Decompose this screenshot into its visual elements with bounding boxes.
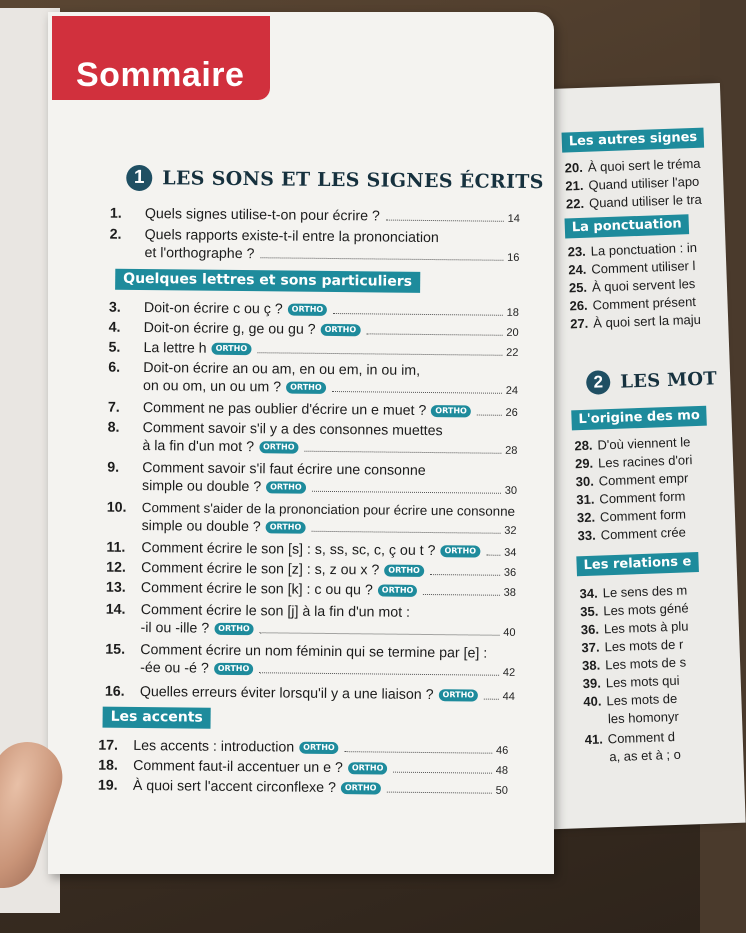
toc-entry-1[interactable]	[110, 205, 520, 227]
entry-title: Les mots de s	[604, 654, 687, 673]
entry-title: Les mots à plu	[603, 618, 689, 637]
section-autres-signes: Les autres signes	[562, 128, 705, 153]
toc-entry-32[interactable]	[577, 506, 687, 525]
toc-entry-15[interactable]	[105, 641, 515, 681]
entry-line	[142, 437, 517, 459]
toc-entry-8[interactable]	[107, 419, 517, 459]
page-number: 50	[495, 784, 508, 797]
section-ponctuation: La ponctuation	[565, 214, 690, 238]
dot-leader	[259, 672, 499, 676]
entry-line	[145, 205, 520, 227]
entry-title-text: Comment écrire le son [k] : c ou qu ?	[140, 580, 373, 599]
entry-title: a, as et à ; o	[609, 746, 682, 765]
dot-leader	[345, 751, 492, 754]
entry-number: 29.	[574, 455, 594, 472]
dot-leader	[305, 451, 502, 454]
toc-entry-40-cont	[608, 709, 679, 726]
entry-title: La ponctuation : in	[590, 239, 698, 259]
toc-entry-39[interactable]	[582, 673, 679, 691]
toc-entry-40[interactable]	[583, 691, 677, 709]
entry-title-text: La lettre h	[143, 340, 207, 357]
entry-number: 21.	[565, 177, 584, 194]
toc-entry-5[interactable]	[108, 339, 518, 361]
page-number: 14	[507, 212, 520, 225]
entry-number: 9.	[107, 459, 120, 476]
entry-title-text: on ou om, un ou um ?	[143, 378, 282, 396]
page-number: 38	[503, 586, 517, 599]
page-number: 16	[507, 251, 520, 264]
chapter-number-badge: 1	[126, 165, 152, 191]
entry-number: 10.	[106, 499, 127, 516]
entry-title: Comment d	[607, 728, 676, 747]
toc-entry-27[interactable]	[570, 312, 701, 332]
entry-title-text: Doit-on écrire g, ge ou gu ?	[143, 320, 316, 338]
toc-entry-37[interactable]	[581, 637, 683, 656]
entry-line	[144, 319, 519, 341]
page-number: 46	[495, 744, 509, 757]
dot-leader	[386, 792, 491, 794]
entry-title-cont	[142, 477, 306, 497]
toc-entry-12[interactable]	[106, 559, 516, 581]
entry-title: Comment crée	[600, 524, 687, 543]
toc-entry-41-cont	[609, 747, 681, 764]
entry-line	[143, 377, 518, 399]
entry-number: 7.	[107, 399, 120, 416]
entry-title: Comment empr	[598, 470, 689, 489]
section-relations: Les relations e	[576, 552, 698, 576]
dot-leader	[332, 391, 502, 394]
page-number: 32	[504, 524, 517, 537]
toc-entry-33[interactable]	[577, 524, 686, 543]
entry-title-text: à la fin d'un mot ?	[142, 438, 255, 456]
entry-title	[133, 757, 388, 778]
toc-entry-18[interactable]	[98, 757, 508, 779]
page-number: 34	[504, 546, 517, 559]
entry-number: 33.	[577, 527, 596, 544]
entry-title: Comment s'aider de la prononciation pour écrire une consonne	[141, 500, 516, 519]
page-number: 26	[505, 406, 518, 419]
toc-entry-17[interactable]	[98, 737, 508, 759]
page-number: 28	[505, 444, 518, 457]
toc-entry-23[interactable]	[567, 240, 697, 260]
toc-content	[39, 12, 554, 879]
entry-title: Le sens des m	[602, 582, 688, 601]
dot-leader	[477, 415, 502, 416]
entry-number: 13.	[105, 579, 126, 596]
entry-title-text: Comment ne pas oublier d'écrire un e muet ?	[142, 400, 427, 419]
toc-entry-41[interactable]	[584, 729, 675, 747]
toc-entry-14[interactable]	[105, 601, 515, 641]
entry-number: 32.	[576, 509, 596, 526]
entry-title	[144, 319, 361, 339]
toc-entry-30[interactable]	[575, 470, 688, 489]
entry-title: Comment form	[599, 488, 686, 507]
entry-number: 39.	[582, 675, 602, 692]
page-number: 48	[495, 764, 509, 777]
entry-number: 4.	[108, 319, 121, 336]
toc-entry-4[interactable]	[109, 319, 519, 341]
chapter-title: LES MOT	[619, 367, 718, 393]
entry-title-text: À quoi sert l'accent circonflexe ?	[132, 777, 336, 797]
entry-title-text: -ée ou -é ?	[140, 660, 209, 677]
dot-leader	[260, 632, 500, 636]
entry-number: 16.	[104, 683, 125, 700]
entry-title: Doit-on écrire an ou am, en ou em, in ou im,	[143, 360, 421, 379]
entry-title-cont	[140, 659, 253, 678]
dot-leader	[386, 220, 504, 222]
entry-title-text: simple ou double ?	[141, 478, 262, 496]
dot-leader	[430, 574, 500, 576]
page-number: 30	[504, 484, 518, 497]
section-origine: L'origine des mo	[571, 406, 707, 431]
entry-title: Les mots qui	[605, 672, 680, 691]
entry-title: Comment savoir s'il y a des consonnes muettes	[142, 420, 443, 440]
entry-number: 36.	[580, 621, 600, 638]
entry-title-cont	[143, 377, 326, 397]
page-number: 18	[506, 306, 519, 319]
toc-entry-7[interactable]	[108, 399, 518, 421]
toc-entry-11[interactable]	[106, 539, 516, 561]
main-page	[48, 12, 554, 874]
ortho-badge: ORTHO	[439, 689, 479, 701]
dot-leader	[312, 491, 501, 494]
page-number: 36	[503, 566, 517, 579]
entry-title	[140, 683, 478, 705]
entry-number: 30.	[575, 473, 595, 490]
ortho-badge: ORTHO	[214, 623, 254, 635]
entry-title: Comment écrire le son [j] à la fin d'un mot :	[140, 602, 411, 621]
entry-title	[141, 539, 480, 561]
entry-title-text: Quelles erreurs éviter lorsqu'il y a une liaison ?	[139, 683, 434, 704]
ortho-badge: ORTHO	[348, 762, 388, 774]
entry-number: 11.	[106, 539, 126, 556]
page-title: Sommaire	[76, 56, 245, 94]
entry-title: À quoi servent les	[591, 276, 696, 295]
entry-number: 25.	[568, 279, 588, 296]
entry-title: Comment écrire un nom féminin qui se termine par [e] :	[140, 642, 488, 662]
toc-entry-9[interactable]	[107, 459, 517, 499]
entry-title: Quand utiliser le tra	[588, 191, 702, 211]
entry-title-text: Comment écrire le son [z] : s, z ou x ?	[141, 560, 380, 579]
entry-title	[133, 737, 339, 757]
toc-entry-36[interactable]	[581, 618, 689, 637]
entry-title-text: Comment faut-il accentuer un e ?	[133, 757, 343, 777]
entry-line	[144, 299, 519, 321]
toc-entry-6[interactable]	[108, 359, 518, 399]
entry-title-text: -il ou -ille ?	[140, 620, 210, 637]
entry-line	[133, 757, 508, 779]
page-number: 40	[503, 626, 516, 639]
page-number: 22	[506, 346, 519, 359]
entry-line	[142, 477, 517, 499]
ortho-badge: ORTHO	[321, 324, 361, 336]
dot-leader	[257, 352, 502, 356]
entry-title-text: Comment écrire le son [s] : s, ss, sc, c, ç ou t ?	[141, 540, 436, 560]
entry-title-cont	[142, 437, 298, 457]
dot-leader	[486, 555, 500, 556]
entry-number: 41.	[584, 731, 604, 748]
page-number: 44	[502, 690, 515, 703]
entry-number: 37.	[581, 639, 600, 656]
entry-line	[140, 659, 515, 681]
ortho-badge: ORTHO	[378, 584, 418, 596]
entry-number: 35.	[579, 603, 599, 620]
dot-leader	[311, 531, 500, 534]
page-number: 24	[505, 384, 519, 397]
page-number: 20	[506, 326, 519, 339]
dot-leader	[484, 699, 498, 700]
entry-line	[133, 737, 508, 759]
dot-leader	[393, 772, 491, 774]
entry-number: 2.	[109, 226, 122, 243]
dot-leader	[366, 333, 502, 335]
entry-title-text: Doit-on écrire c ou ç ?	[143, 300, 283, 318]
entry-number: 31.	[576, 491, 595, 508]
entry-line	[142, 517, 517, 539]
toc-entry-29[interactable]	[575, 452, 693, 471]
ortho-badge: ORTHO	[286, 382, 326, 394]
toc-entry-35[interactable]	[580, 600, 689, 619]
entry-title	[143, 399, 471, 420]
entry-title	[141, 559, 424, 580]
entry-number: 5.	[108, 339, 121, 356]
chapter-title: LES SONS ET LES SIGNES ÉCRITS	[162, 167, 544, 194]
entry-number: 26.	[569, 297, 588, 314]
entry-title-text: Les accents : introduction	[133, 737, 295, 756]
toc-entry-25[interactable]	[569, 276, 696, 295]
entry-title-cont: et l'orthographe ?	[144, 245, 255, 263]
ortho-badge: ORTHO	[259, 441, 299, 453]
ortho-badge: ORTHO	[266, 521, 306, 533]
entry-line	[141, 539, 516, 561]
section-accents: Les accents	[103, 707, 211, 729]
entry-title: À quoi sert la maju	[592, 311, 702, 331]
entry-title: Les mots de	[606, 690, 678, 709]
entry-line	[140, 683, 515, 705]
ortho-badge: ORTHO	[212, 343, 252, 355]
chapter-number-badge: 2	[586, 370, 611, 395]
entry-title: les homonyr	[607, 708, 680, 727]
entry-number: 28.	[574, 437, 593, 454]
entry-title	[133, 777, 381, 798]
entry-title: Les mots de r	[604, 636, 684, 655]
entry-title	[143, 339, 251, 358]
ortho-badge: ORTHO	[384, 565, 424, 577]
entry-title-cont	[140, 619, 253, 638]
entry-line	[143, 399, 518, 421]
entry-number: 20.	[564, 159, 584, 176]
toc-entry-13[interactable]	[106, 579, 516, 601]
ortho-badge: ORTHO	[341, 782, 381, 794]
entry-number: 14.	[105, 601, 126, 618]
entry-title: Comment form	[599, 506, 687, 525]
entry-line	[144, 244, 519, 266]
entry-number: 8.	[107, 419, 120, 436]
dot-leader	[423, 594, 499, 596]
section-lettres-sons: Quelques lettres et sons particuliers	[115, 269, 420, 293]
entry-title: Quels rapports existe-t-il entre la prononciation	[144, 227, 439, 247]
toc-entry-20[interactable]	[564, 156, 700, 176]
entry-number: 17.	[98, 737, 119, 754]
ortho-badge: ORTHO	[214, 663, 254, 675]
dot-leader	[260, 257, 503, 261]
toc-entry-26[interactable]	[569, 294, 696, 313]
ortho-badge: ORTHO	[440, 545, 480, 557]
entry-number: 23.	[567, 243, 587, 260]
toc-entry-19[interactable]	[98, 777, 508, 799]
entry-line	[133, 777, 508, 799]
entry-number: 24.	[568, 261, 587, 278]
ortho-badge: ORTHO	[299, 742, 339, 754]
ortho-badge: ORTHO	[431, 405, 471, 417]
chapter-2-heading	[586, 366, 718, 395]
entry-title: Quels signes utilise-t-on pour écrire ?	[144, 206, 380, 225]
toc-entry-10[interactable]	[107, 499, 517, 539]
chapter-1-heading	[126, 165, 544, 195]
entry-number: 19.	[97, 777, 118, 794]
entry-line	[141, 559, 516, 581]
toc-entry-31[interactable]	[576, 488, 686, 507]
toc-entry-3[interactable]	[109, 299, 519, 321]
dot-leader	[333, 313, 502, 316]
entry-title: D'où viennent le	[597, 434, 691, 453]
ortho-badge: ORTHO	[266, 481, 306, 493]
toc-entry-22[interactable]	[566, 192, 702, 212]
entry-title: Les mots géné	[603, 600, 689, 619]
entry-number: 27.	[569, 315, 589, 332]
entry-number: 1.	[109, 205, 122, 222]
entry-number: 40.	[583, 693, 602, 710]
entry-line	[143, 339, 518, 361]
entry-number: 18.	[98, 757, 118, 774]
entry-number: 12.	[106, 559, 127, 576]
entry-title: Comment savoir s'il faut écrire une consonne	[142, 460, 426, 479]
page-number: 42	[502, 666, 516, 679]
entry-number: 34.	[579, 585, 598, 602]
toc-entry-34[interactable]	[579, 582, 687, 601]
entry-line	[141, 579, 516, 601]
toc-entry-28[interactable]	[574, 434, 690, 453]
entry-number: 6.	[108, 359, 121, 376]
ortho-badge: ORTHO	[288, 304, 328, 316]
entry-title: Comment utiliser l	[591, 257, 696, 277]
entry-title: À quoi sert le tréma	[587, 155, 701, 175]
entry-title: Comment présent	[592, 293, 697, 313]
toc-entry-21[interactable]	[565, 174, 699, 194]
toc-entry-16[interactable]	[105, 683, 515, 705]
entry-line	[140, 619, 515, 641]
entry-number: 38.	[581, 657, 601, 674]
toc-entry-2[interactable]	[109, 226, 519, 266]
toc-entry-24[interactable]	[568, 258, 696, 277]
entry-title	[144, 299, 328, 319]
entry-number: 15.	[105, 641, 126, 658]
entry-title	[141, 579, 418, 600]
entry-number: 3.	[108, 299, 121, 316]
entry-title: Les racines d'ori	[597, 452, 693, 471]
entry-title-text: simple ou double ?	[141, 518, 261, 536]
entry-title: Quand utiliser l'apo	[588, 173, 700, 193]
toc-entry-38[interactable]	[582, 655, 686, 674]
entry-title-cont	[142, 517, 306, 537]
entry-number: 22.	[565, 195, 585, 212]
